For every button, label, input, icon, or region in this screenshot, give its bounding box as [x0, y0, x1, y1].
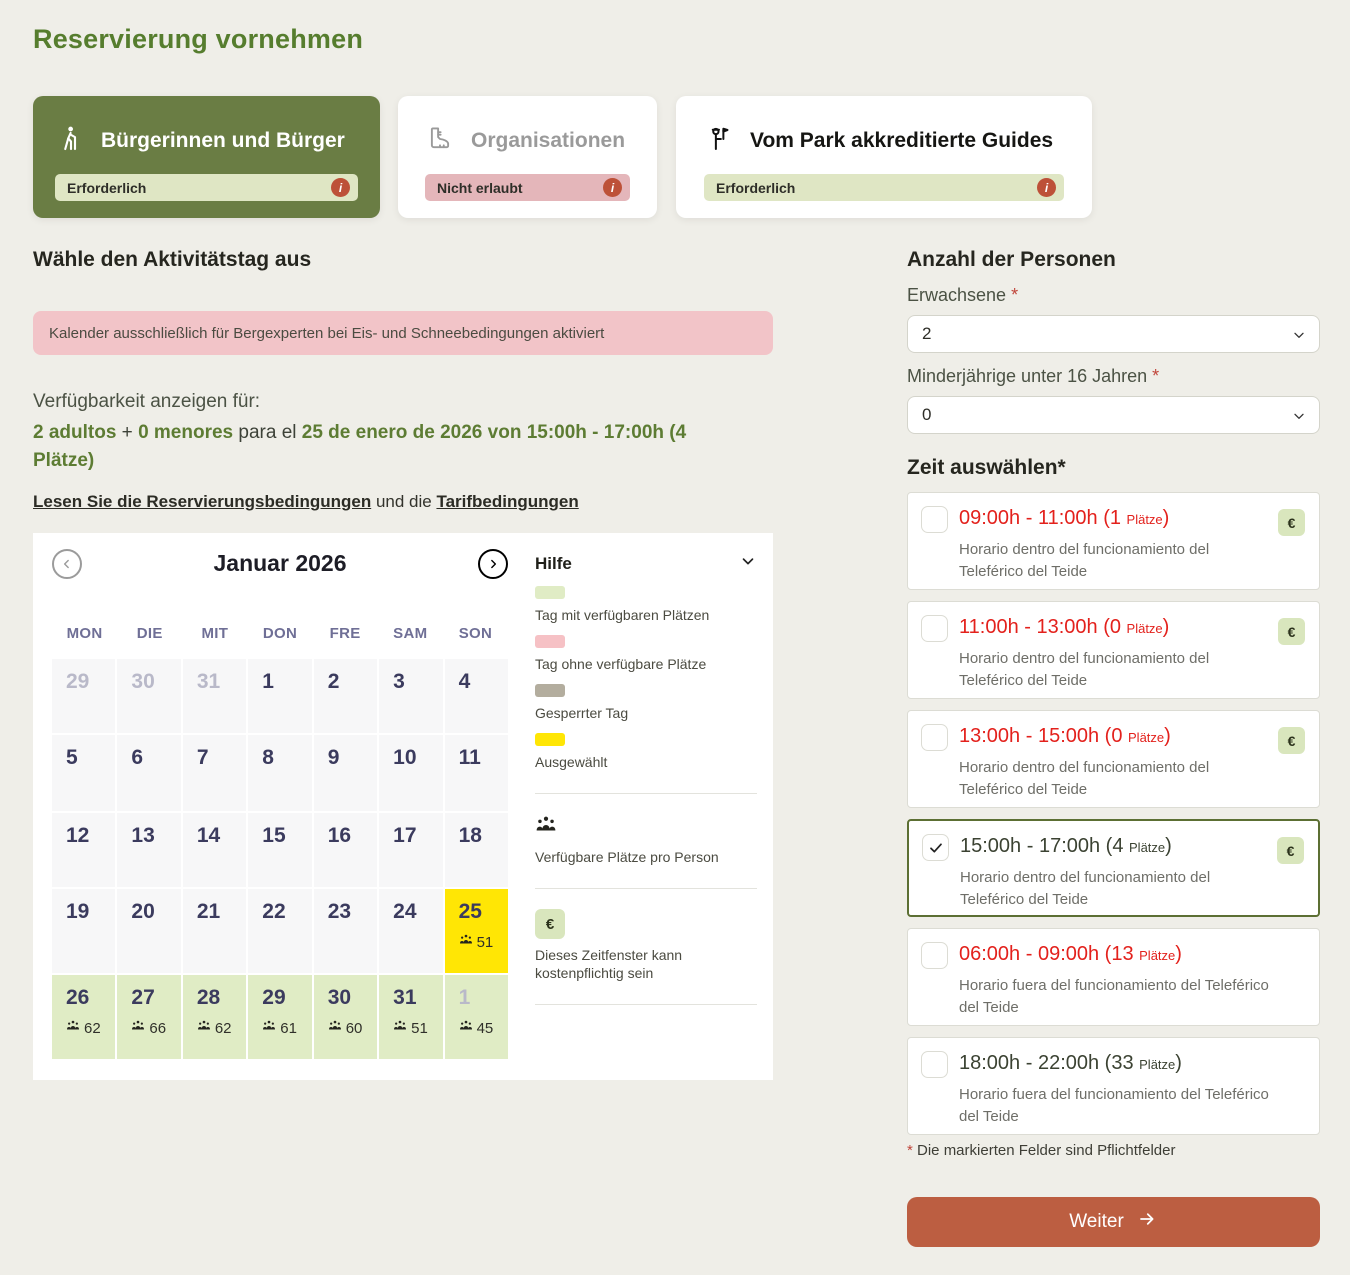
timeslot-title: 09:00h - 11:00h (1 Plätze) [959, 507, 1170, 529]
calendar-day[interactable] [52, 975, 115, 1059]
calendar-day[interactable] [52, 813, 115, 887]
calendar-day[interactable] [183, 889, 246, 973]
calendar-day[interactable] [445, 735, 508, 811]
legend-swatch-label: Ausgewählt [535, 754, 608, 770]
conditions-links [33, 492, 579, 512]
calendar-day[interactable] [52, 735, 115, 811]
minors-select[interactable] [907, 396, 1320, 434]
people-group-icon [459, 933, 473, 951]
weekday-label: MIT [201, 625, 229, 642]
day-number: 22 [262, 900, 286, 923]
timeslot-checkbox[interactable] [921, 506, 948, 533]
timeslot-1100[interactable] [907, 601, 1320, 699]
timeslot-checkbox[interactable] [921, 1051, 948, 1078]
people-group-icon [393, 1019, 407, 1037]
available-seats: 60 [328, 1019, 373, 1037]
available-seats: 62 [66, 1019, 111, 1037]
legend-euro-item [535, 909, 757, 982]
calendar-month-title: Januar 2026 [213, 550, 347, 576]
tariff-conditions-link[interactable]: Tarifbedingungen [436, 492, 579, 511]
weiter-button-label: Weiter [1069, 1211, 1124, 1232]
available-seats: 61 [262, 1019, 307, 1037]
timeslot-description: Horario dentro del funcionamiento del Teleférico del Teide [960, 869, 1211, 908]
day-number: 1 [458, 986, 471, 1009]
hiker-icon [55, 124, 85, 159]
calendar-day[interactable] [183, 735, 246, 811]
people-group-icon [328, 1019, 342, 1037]
calendar-day [117, 659, 180, 733]
day-number: 5 [66, 746, 78, 769]
day-number: 4 [458, 670, 471, 693]
calendar-day[interactable] [445, 659, 508, 733]
calendar-day[interactable] [314, 735, 377, 811]
info-icon[interactable]: i [603, 178, 622, 197]
calendar-day[interactable] [52, 889, 115, 973]
calendar-day[interactable] [248, 889, 311, 973]
required-asterisk: * [1011, 285, 1019, 305]
day-number: 31 [196, 670, 221, 693]
legend-swatch-item [535, 733, 757, 771]
day-number: 8 [262, 746, 274, 769]
calendar-day[interactable] [117, 735, 180, 811]
timeslot-title: 18:00h - 22:00h (33 Plätze) [959, 1052, 1182, 1074]
calendar-day[interactable] [314, 889, 377, 973]
activity-day-heading: Wähle den Aktivitätstag aus [33, 248, 312, 271]
day-number: 7 [196, 746, 209, 769]
tab-organisations-label: Organisationen [471, 129, 626, 152]
calendar-day[interactable] [248, 659, 311, 733]
legend-swatch-label: Gesperrter Tag [535, 705, 629, 721]
day-number: 2 [327, 670, 340, 693]
booking-options-panel [907, 248, 1320, 1247]
day-number: 17 [393, 824, 417, 847]
day-number: 6 [131, 746, 144, 769]
timeslot-list [907, 492, 1320, 1135]
timeslot-description: Horario fuera del funcionamiento del Teleférico del Teide [959, 977, 1269, 1016]
chevron-down-icon [1291, 327, 1307, 348]
legend-swatch-label: Tag mit verfügbaren Plätzen [535, 607, 710, 623]
info-icon[interactable]: i [331, 178, 350, 197]
timeslot-title: 15:00h - 17:00h (4 Plätze) [960, 835, 1172, 857]
legend-swatch-item [535, 684, 757, 722]
availability-summary: 2 adultos + 0 menores para el 25 de enero de 2026 von 15:00h - 17:00h (4 Plätze) [33, 422, 687, 471]
chevron-down-icon [739, 552, 757, 575]
timeslot-checkbox[interactable] [921, 942, 948, 969]
timeslot-description: Horario dentro del funcionamiento del Teleférico del Teide [959, 759, 1210, 798]
prev-month-button[interactable] [52, 549, 82, 579]
required-fields-note: * Die markierten Felder sind Pflichtfelder [907, 1142, 1176, 1159]
euro-icon: € [535, 909, 565, 939]
available-seats: 66 [131, 1019, 176, 1037]
adults-label: Erwachsene * [907, 285, 1019, 305]
calendar-day[interactable] [117, 975, 180, 1059]
day-number: 29 [262, 986, 286, 1009]
legend-color-swatch [535, 586, 565, 599]
day-number: 13 [131, 824, 155, 847]
calendar-day[interactable] [379, 975, 442, 1059]
timeslot-title: 06:00h - 09:00h (13 Plätze) [959, 943, 1182, 965]
timeslot-0600[interactable] [907, 928, 1320, 1026]
weekday-label: SON [458, 625, 493, 642]
timeslot-0900[interactable] [907, 492, 1320, 590]
timeslot-checkbox[interactable] [921, 615, 948, 642]
legend-title: Hilfe [535, 553, 572, 573]
calendar-day[interactable] [117, 889, 180, 973]
next-month-button[interactable] [478, 549, 508, 579]
day-number: 30 [131, 670, 155, 693]
tab-guides-badge: Erforderlich i [704, 174, 1064, 201]
people-group-icon [262, 1019, 276, 1037]
timeslot-description: Horario dentro del funcionamiento del Teleférico del Teide [959, 650, 1210, 689]
day-number: 24 [393, 900, 417, 923]
calendar-day[interactable] [183, 813, 246, 887]
day-number: 16 [327, 824, 352, 847]
page-title: Reservierung vornehmen [33, 24, 364, 54]
day-number: 29 [66, 670, 90, 693]
calendar-day[interactable] [379, 735, 442, 811]
persons-heading: Anzahl der Personen [907, 248, 1116, 271]
timeslot-title: 11:00h - 13:00h (0 Plätze) [959, 616, 1170, 638]
chevron-down-icon [1291, 408, 1307, 429]
timeslot-description: Horario fuera del funcionamiento del Teleférico del Teide [959, 1086, 1269, 1125]
legend-people-label: Verfügbare Plätze pro Person [535, 849, 719, 865]
weekday-header-row [52, 625, 508, 642]
timeslot-checkbox-checked[interactable] [922, 834, 949, 861]
calendar-legend [535, 552, 757, 1025]
link-connector: und die [375, 492, 432, 511]
day-number: 28 [196, 986, 221, 1009]
calendar-day[interactable] [379, 813, 442, 887]
calendar-day[interactable] [248, 975, 311, 1059]
calendar-day[interactable] [248, 735, 311, 811]
timeslot-title: 13:00h - 15:00h (0 Plätze) [959, 725, 1171, 747]
calendar-card [33, 533, 773, 1080]
people-group-icon [459, 1019, 473, 1037]
calendar-grid [52, 659, 508, 1059]
weekday-label: DON [262, 625, 298, 642]
euro-icon: € [1278, 727, 1305, 754]
weekday-label: FRE [329, 625, 361, 642]
day-number: 9 [327, 746, 340, 769]
reservation-conditions-link[interactable]: Lesen Sie die Reservierungsbedingungen [33, 492, 372, 511]
weiter-button[interactable] [907, 1197, 1320, 1247]
tab-citizens-label: Bürgerinnen und Bürger [101, 129, 345, 152]
calendar-day-selected[interactable] [445, 889, 508, 973]
calendar-day[interactable] [117, 813, 180, 887]
timeslot-description: Horario dentro del funcionamiento del Teleférico del Teide [959, 541, 1210, 580]
day-number: 14 [196, 824, 221, 847]
calendar-day [52, 659, 115, 733]
tab-citizens[interactable] [33, 96, 380, 218]
tab-organisations[interactable] [398, 96, 657, 218]
day-number: 31 [393, 986, 417, 1009]
day-number: 3 [393, 670, 405, 693]
euro-icon: € [1277, 837, 1304, 864]
legend-swatch-label: Tag ohne verfügbare Plätze [535, 656, 707, 672]
timeslot-1300[interactable] [907, 710, 1320, 808]
legend-color-swatch [535, 733, 565, 746]
euro-icon: € [1278, 618, 1305, 645]
day-number: 25 [458, 900, 482, 923]
arrow-right-icon [1136, 1210, 1158, 1234]
people-group-icon [197, 1019, 211, 1037]
day-number: 27 [131, 986, 155, 1009]
day-number: 12 [66, 824, 90, 847]
day-number: 11 [458, 746, 481, 769]
available-seats: 51 [393, 1019, 438, 1037]
people-group-icon [535, 823, 557, 840]
boot-icon [425, 124, 455, 159]
availability-intro: Verfügbarkeit anzeigen für: [33, 391, 261, 412]
calendar-day[interactable] [445, 813, 508, 887]
legend-color-swatch [535, 684, 565, 697]
tab-organisations-badge: Nicht erlaubt i [425, 174, 630, 201]
calendar-day[interactable] [379, 889, 442, 973]
day-number: 15 [262, 824, 286, 847]
legend-header[interactable] [535, 552, 757, 575]
available-seats: 62 [197, 1019, 242, 1037]
available-seats: 51 [459, 933, 504, 951]
adults-select[interactable] [907, 315, 1320, 353]
tab-citizens-badge: Erforderlich i [55, 174, 358, 201]
day-number: 1 [262, 670, 274, 693]
calendar-day[interactable] [379, 659, 442, 733]
calendar-day[interactable] [183, 975, 246, 1059]
calendar-day[interactable] [314, 813, 377, 887]
calendar-alert: Kalender ausschließlich für Bergexperten bei Eis- und Schneebedingungen aktiviert [33, 311, 773, 355]
adults-value: 2 [922, 324, 932, 343]
day-number: 18 [458, 824, 482, 847]
legend-color-swatch [535, 635, 565, 648]
calendar-day[interactable] [248, 813, 311, 887]
people-group-icon [131, 1019, 145, 1037]
legend-euro-label: Dieses Zeitfenster kann kostenpflichtig sein [535, 947, 683, 981]
day-number: 20 [131, 900, 155, 923]
day-number: 10 [393, 746, 417, 769]
timeslot-checkbox[interactable] [921, 724, 948, 751]
timeslots-heading: Zeit auswählen* [907, 456, 1066, 479]
info-icon[interactable]: i [1037, 178, 1056, 197]
euro-icon: € [1278, 509, 1305, 536]
weekday-label: DIE [136, 625, 163, 642]
calendar-day[interactable] [314, 975, 377, 1059]
guide-icon [704, 124, 734, 159]
available-seats: 45 [459, 1019, 504, 1037]
day-number: 21 [196, 900, 221, 923]
calendar-day[interactable] [445, 975, 508, 1059]
weekday-label: SAM [393, 625, 428, 642]
legend-people-item [535, 814, 757, 866]
minors-label: Minderjährige unter 16 Jahren * [907, 366, 1160, 386]
timeslot-1500[interactable] [907, 819, 1320, 917]
day-number: 26 [66, 986, 90, 1009]
minors-value: 0 [922, 405, 932, 424]
weekday-label: MON [66, 625, 103, 642]
people-group-icon [66, 1019, 80, 1037]
legend-swatch-item [535, 635, 757, 673]
tab-guides[interactable] [676, 96, 1092, 218]
calendar-day[interactable] [314, 659, 377, 733]
timeslot-1800[interactable] [907, 1037, 1320, 1135]
legend-swatch-item [535, 586, 757, 624]
calendar-day [183, 659, 246, 733]
tab-guides-label: Vom Park akkreditierte Guides [750, 129, 1054, 152]
calendar [52, 533, 508, 1059]
day-number: 30 [327, 986, 352, 1009]
day-number: 23 [327, 900, 352, 923]
required-asterisk: * [1152, 366, 1160, 386]
day-number: 19 [66, 900, 90, 923]
